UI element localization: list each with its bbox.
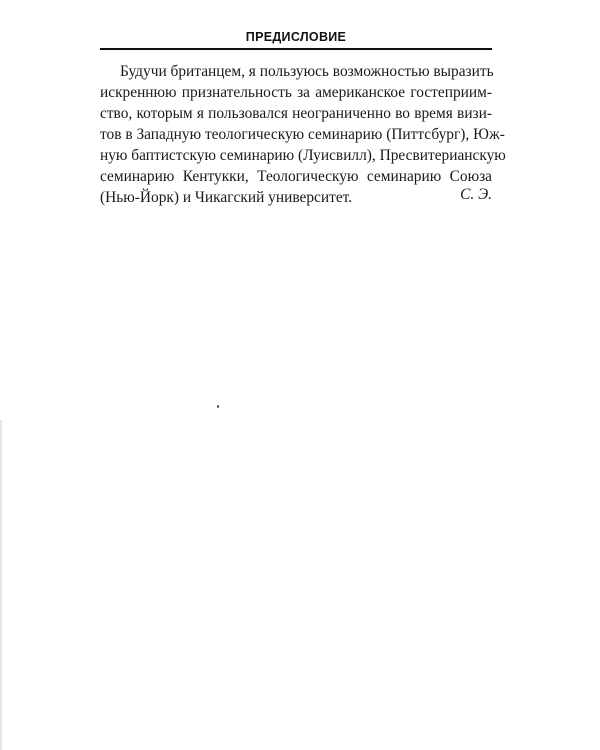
running-head-title: ПРЕДИСЛОВИЕ <box>245 30 347 44</box>
scan-speck <box>217 405 219 408</box>
author-signature: С. Э. <box>460 186 492 203</box>
text-line: искреннюю признательность за американское гостеприим- <box>100 84 492 101</box>
text-line: ную баптистскую семинарию (Луисвилл), Пресвитерианскую <box>100 147 506 164</box>
header-rule <box>100 48 492 50</box>
text-line: Будучи британцем, я пользуюсь возможностью выразить <box>120 63 494 80</box>
text-line: (Нью-Йорк) и Чикагский университет. <box>100 189 353 206</box>
scan-edge-shadow <box>0 420 3 750</box>
text-line: семинарию Кентукки, Теологическую семинарию Союза <box>100 168 492 185</box>
text-line: ство, которым я пользовался неограниченно во время визи- <box>100 105 492 122</box>
preface-paragraph <box>100 61 506 208</box>
text-line: тов в Западную теологическую семинарию (Питтсбург), Юж- <box>100 126 505 143</box>
